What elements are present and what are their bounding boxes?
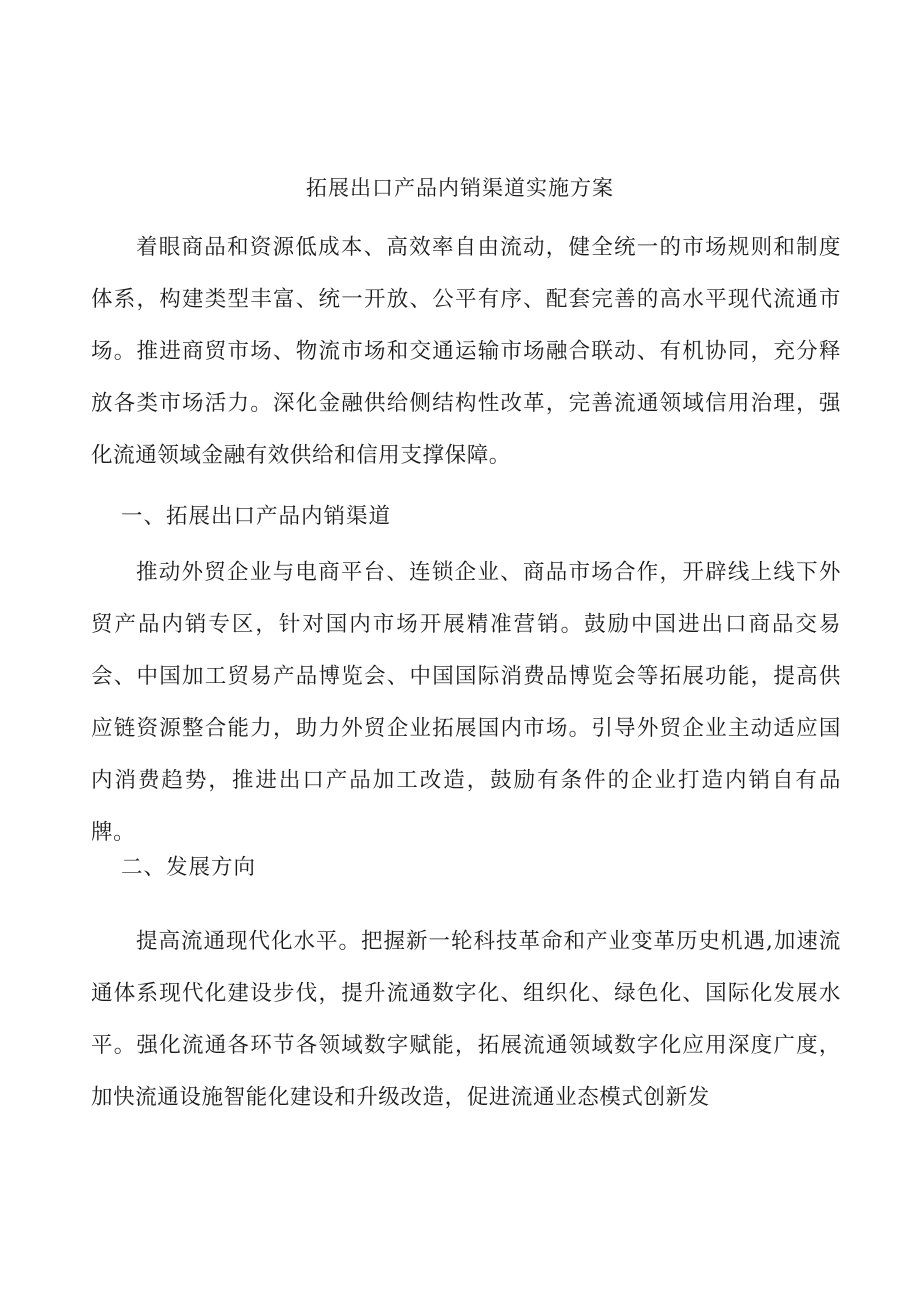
section-heading-1: 一、拓展出口产品内销渠道 (121, 504, 392, 529)
section-heading-2: 二、发展方向 (121, 855, 257, 880)
intro-paragraph: 着眼商品和资源低成本、高效率自由流动，健全统一的市场规则和制度体系，构建类型丰富、统一开放、公平有序、配套完善的高水平现代流通市场。推进商贸市场、物流市场和交通运输市场融合联动、有机协同，充分释放各类市场活力。深化金融供给侧结构性改革，完善流通领域信用治理，强化流通领域金融有效供给和信用支撑保障。 (91, 235, 841, 468)
section-body-2: 提高流通现代化水平。把握新一轮科技革命和产业变革历史机遇,加速流通体系现代化建设步伐，提升流通数字化、组织化、绿色化、国际化发展水平。强化流通各环节各领域数字赋能，拓展流通领域数字化应用深度广度，加快流通设施智能化建设和升级改造，促进流通业态模式创新发 (91, 929, 841, 1110)
document-title: 拓展出口产品内销渠道实施方案 (306, 176, 614, 200)
section-body-1: 推动外贸企业与电商平台、连锁企业、商品市场合作，开辟线上线下外贸产品内销专区，针对国内市场开展精准营销。鼓励中国进出口商品交易会、中国加工贸易产品博览会、中国国际消费品博览会等拓展功能，提高供应链资源整合能力，助力外贸企业拓展国内市场。引导外贸企业主动适应国内消费趋势，推进出口产品加工改造，鼓励有条件的企业打造内销自有品牌。 (91, 560, 841, 845)
